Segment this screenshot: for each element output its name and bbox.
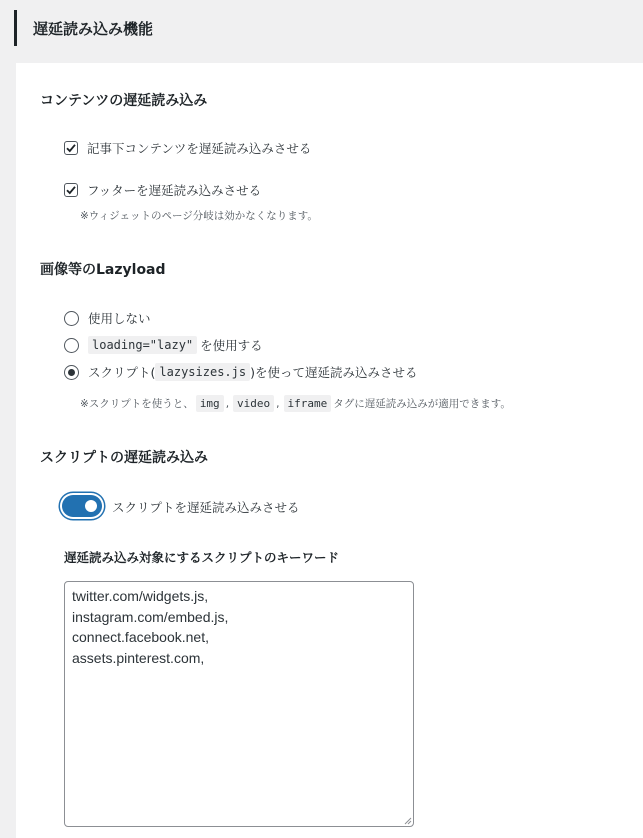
lazyload-option-loading[interactable] <box>64 336 263 354</box>
article-lazyload-label: 記事下コンテンツを遅延読み込みさせる <box>87 141 312 156</box>
iframe-tag-code: iframe <box>284 395 332 412</box>
checkmark-icon <box>65 184 77 196</box>
radio-script[interactable] <box>64 365 79 380</box>
section-title-content-lazyload: コンテンツの遅延読み込み <box>40 93 208 109</box>
radio-selected-dot <box>68 369 75 376</box>
settings-panel <box>16 63 643 838</box>
section-title-image-lazyload: 画像等のLazyload <box>40 262 166 278</box>
toggle-knob <box>85 500 97 512</box>
lazyload-option-loading-label: を使用する <box>200 338 263 353</box>
page-title-text: 遅延読み込み機能 <box>33 19 154 38</box>
lazysizes-code: lazysizes.js <box>155 363 250 381</box>
lazyload-option-script-prefix: スクリプト( <box>88 365 156 380</box>
script-lazyload-toggle-label: スクリプトを遅延読み込みさせる <box>112 500 300 515</box>
resize-handle-icon[interactable] <box>402 815 412 825</box>
lazyload-note-suffix: タグに遅延読み込みが適用できます。 <box>333 398 511 410</box>
footer-note <box>80 208 318 223</box>
keywords-textarea[interactable]: twitter.com/widgets.js, instagram.com/embed.js, connect.facebook.net, assets.pinterest.com, <box>64 581 414 827</box>
script-lazyload-toggle[interactable] <box>62 495 102 517</box>
keywords-label: 遅延読み込み対象にするスクリプトのキーワード <box>64 550 340 565</box>
section-title-script-lazyload: スクリプトの遅延読み込み <box>40 450 208 466</box>
article-lazyload-checkbox[interactable] <box>64 141 78 155</box>
lazyload-option-script-suffix: )を使って遅延読み込みさせる <box>250 365 418 380</box>
footer-lazyload-option[interactable] <box>64 181 261 199</box>
note-separator: , <box>276 397 280 410</box>
footer-lazyload-checkbox[interactable] <box>64 183 78 197</box>
checkmark-icon <box>65 142 77 154</box>
article-lazyload-option[interactable] <box>64 139 311 157</box>
img-tag-code: img <box>196 395 224 412</box>
radio-none[interactable] <box>64 311 79 326</box>
page-title <box>14 10 614 46</box>
footer-note-text: ※ウィジェットのページ分岐は効かなくなります。 <box>80 210 318 222</box>
lazyload-note-prefix: ※スクリプトを使うと、 <box>80 398 194 410</box>
footer-lazyload-label: フッターを遅延読み込みさせる <box>87 183 262 198</box>
lazyload-option-none[interactable] <box>64 309 151 327</box>
lazyload-option-none-label: 使用しない <box>88 311 151 326</box>
lazyload-option-script[interactable] <box>64 363 417 381</box>
lazyload-note <box>80 395 511 412</box>
loading-lazy-code: loading="lazy" <box>88 336 197 354</box>
note-separator: , <box>225 397 230 410</box>
radio-loading-lazy[interactable] <box>64 338 79 353</box>
video-tag-code: video <box>233 395 274 412</box>
